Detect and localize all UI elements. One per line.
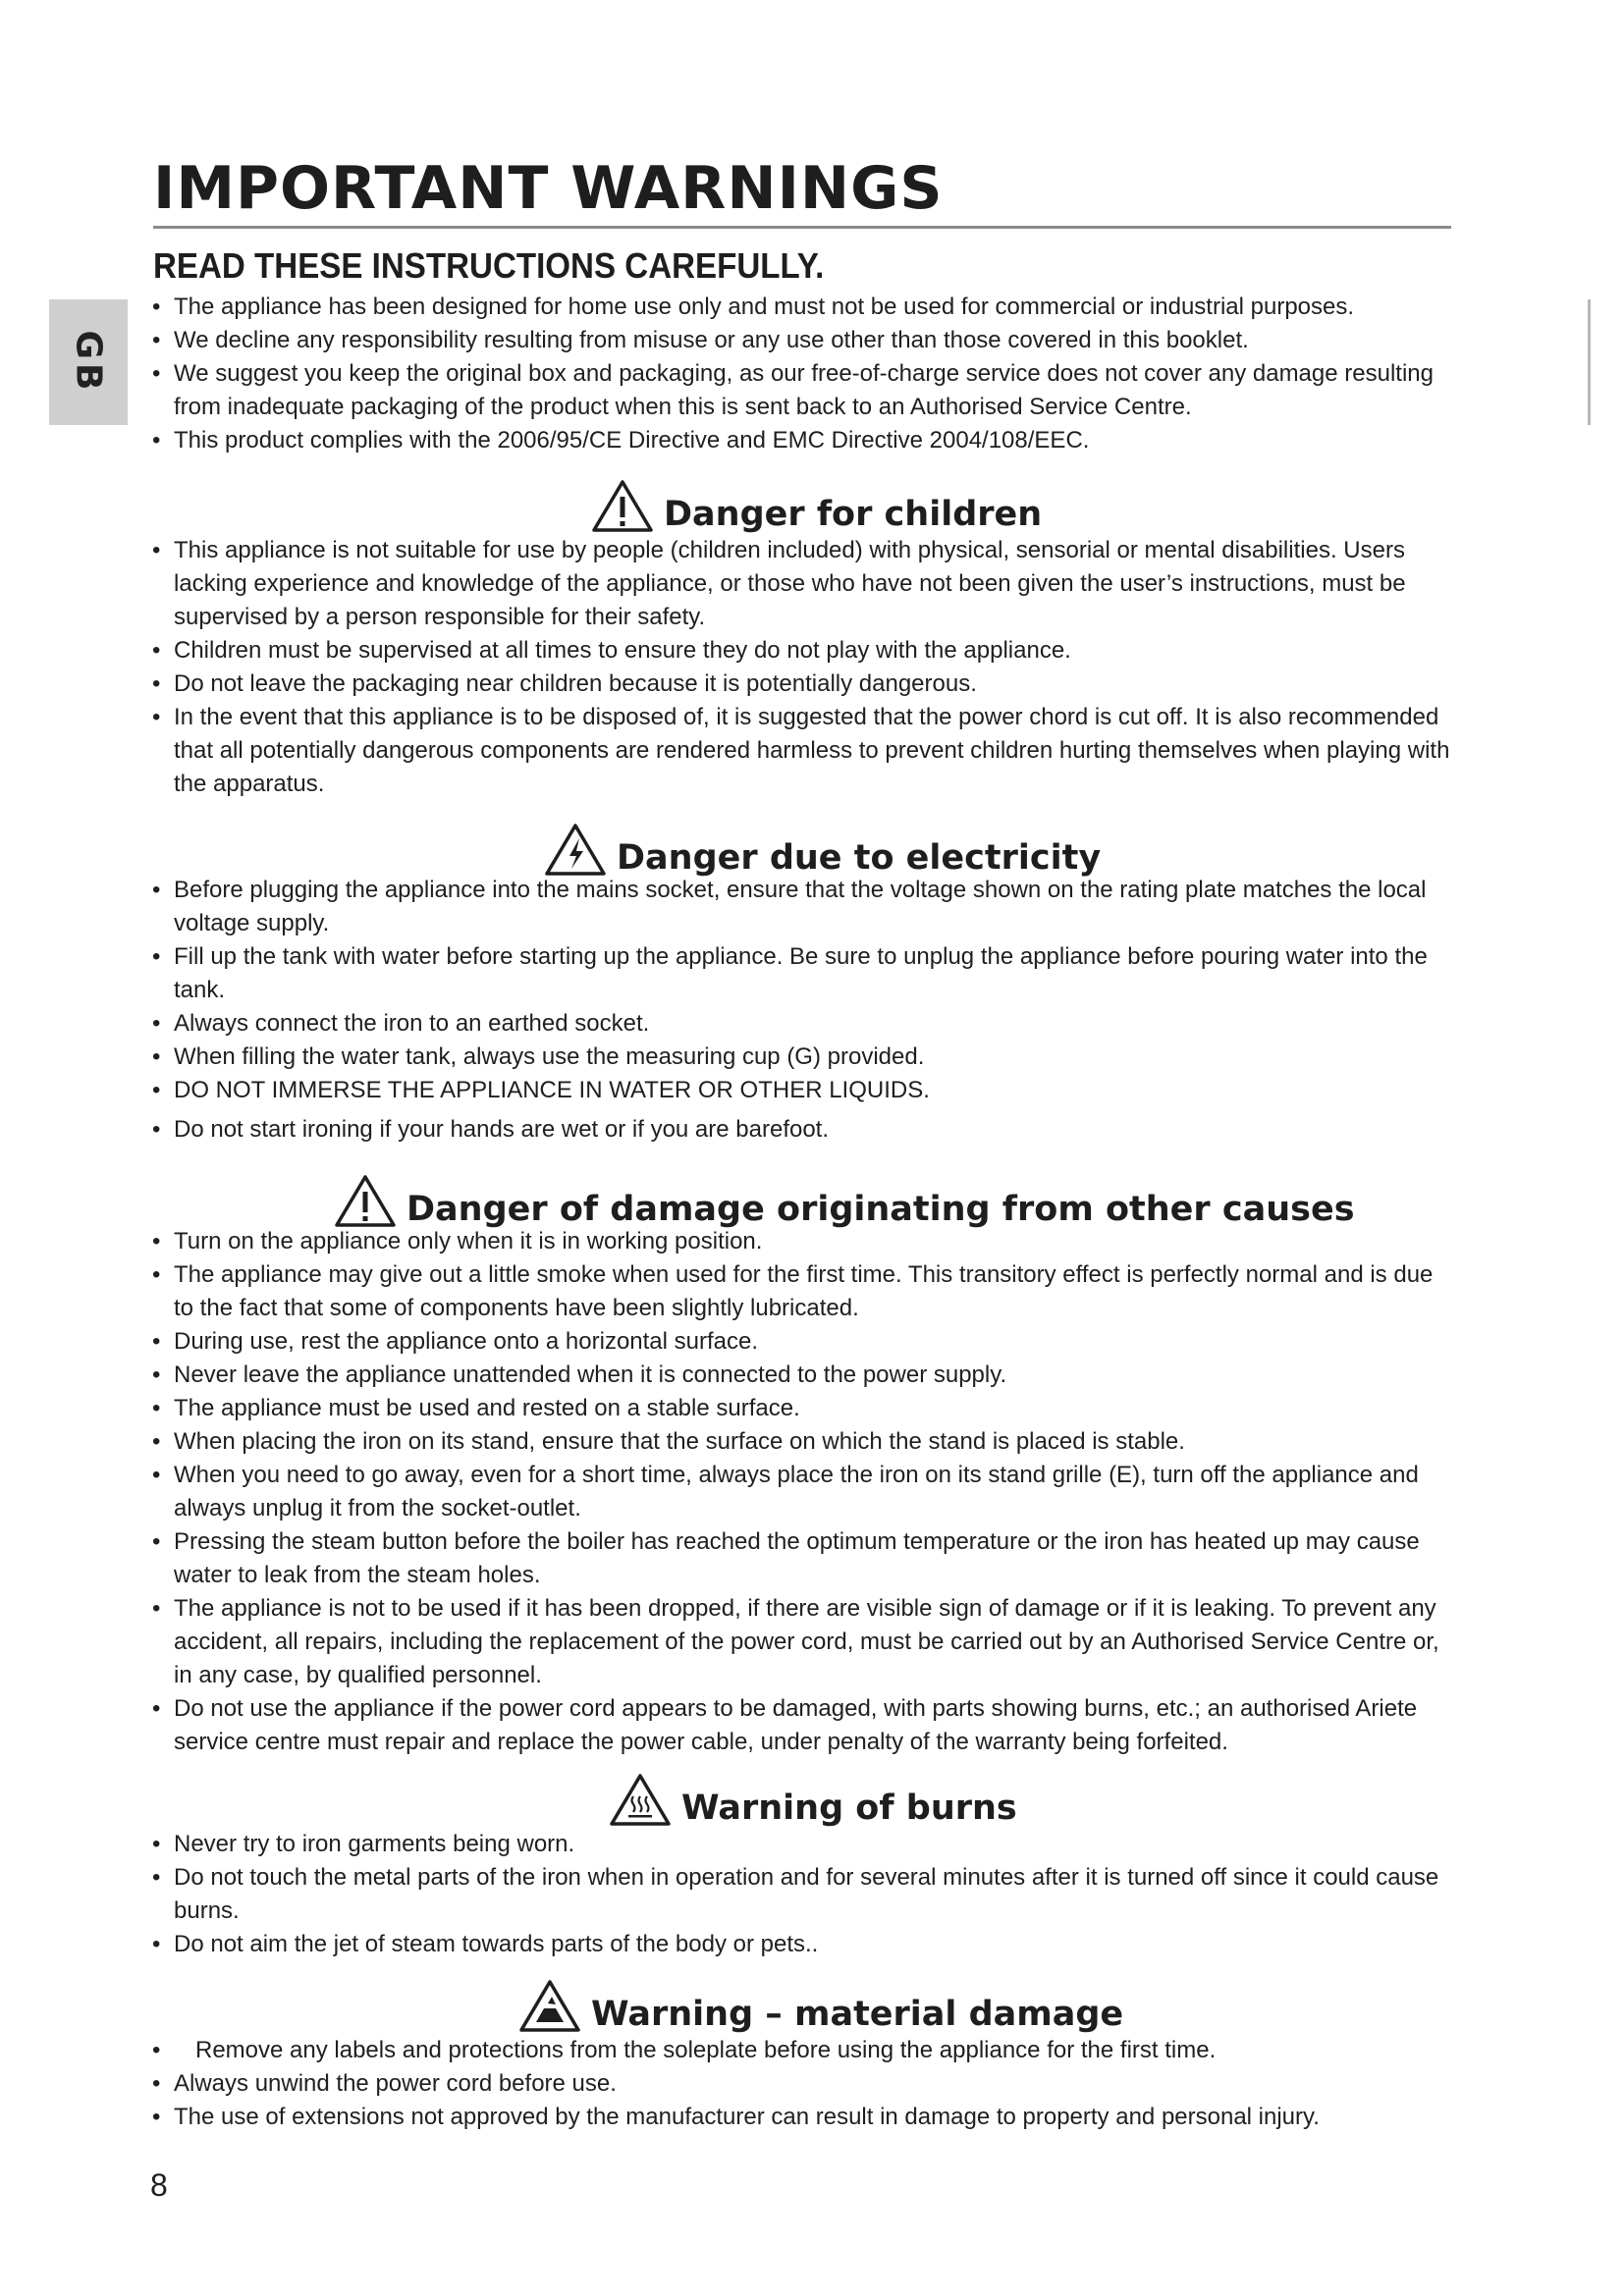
list-item: • Always unwind the power cord before use. xyxy=(148,2067,1454,2101)
list-item: • Do not leave the packaging near children because it is potentially dangerous. xyxy=(148,667,1454,701)
list-item: • The use of extensions not approved by the manufacturer can result in damage to property and personal injury. xyxy=(148,2101,1454,2134)
warning-icon xyxy=(334,1174,397,1229)
list-item: • When placing the iron on its stand, ensure that the surface on which the stand is placed is stable. xyxy=(148,1425,1454,1459)
list-item: • The appliance may give out a little smoke when used for the first time. This transitory effect is perfectly normal and is due to the fact that some of components have been slightly lubricated. xyxy=(148,1258,1454,1325)
hot-surface-warning-icon xyxy=(609,1773,672,1828)
list-item: • Turn on the appliance only when it is in working position. xyxy=(148,1225,1454,1258)
subtitle: READ THESE INSTRUCTIONS CAREFULLY. xyxy=(153,245,825,286)
list-item: • Do not aim the jet of steam towards parts of the body or pets.. xyxy=(148,1928,1454,1961)
electricity-warning-icon xyxy=(544,823,607,878)
section-title: Warning of burns xyxy=(681,1789,1017,1828)
section-title: Warning – material damage xyxy=(591,1995,1124,2034)
page-edge-mark xyxy=(1588,299,1591,425)
list-item: • Do not start ironing if your hands are wet or if you are barefoot. xyxy=(148,1113,1454,1147)
intro-list xyxy=(148,291,1454,457)
language-tab-label: GB xyxy=(68,330,109,395)
section-heading-other-causes xyxy=(334,1166,1355,1229)
list-item: • The appliance has been designed for home use only and must not be used for commercial or industrial purposes. xyxy=(148,291,1454,324)
list-item: • In the event that this appliance is to be disposed of, it is suggested that the power chord is cut off. It is also recommended that all potentially dangerous components are rendered harmless to prevent children hurting themselves when playing with the apparatus. xyxy=(148,701,1454,801)
list-item: • Remove any labels and protections from the soleplate before using the appliance for the first time. xyxy=(148,2034,1454,2067)
list-item: • Never try to iron garments being worn. xyxy=(148,1828,1454,1861)
other-causes-list xyxy=(148,1225,1454,1759)
electricity-list xyxy=(148,874,1454,1147)
list-item: • The appliance must be used and rested on a stable surface. xyxy=(148,1392,1454,1425)
list-item: • DO NOT IMMERSE THE APPLIANCE IN WATER OR OTHER LIQUIDS. xyxy=(148,1074,1454,1107)
section-heading-electricity xyxy=(544,815,1101,878)
list-item: • When filling the water tank, always use the measuring cup (G) provided. xyxy=(148,1041,1454,1074)
list-item: • We suggest you keep the original box and packaging, as our free-of-charge service does not cover any damage resulting from inadequate packaging of the product when this is sent back to an Authorised Service Centre. xyxy=(148,357,1454,424)
title-rule xyxy=(153,226,1451,229)
list-item: • The appliance is not to be used if it has been dropped, if there are visible sign of damage or if it is leaking. To prevent any accident, all repairs, including the replacement of the power cord, must be carried out by an Authorised Service Centre or, in any case, by qualified personnel. xyxy=(148,1592,1454,1692)
list-item: • When you need to go away, even for a short time, always place the iron on its stand grille (E), turn off the appliance and always unplug it from the socket-outlet. xyxy=(148,1459,1454,1525)
list-item: • Always connect the iron to an earthed socket. xyxy=(148,1007,1454,1041)
list-item: • Never leave the appliance unattended when it is connected to the power supply. xyxy=(148,1359,1454,1392)
warning-icon xyxy=(591,479,654,534)
page-number: 8 xyxy=(150,2167,168,2203)
list-item: • Pressing the steam button before the boiler has reached the optimum temperature or the iron has heated up may cause water to leak from the steam holes. xyxy=(148,1525,1454,1592)
language-tab xyxy=(49,299,128,425)
list-item: • This appliance is not suitable for use by people (children included) with physical, sensorial or mental disabilities. Users lacking experience and knowledge of the appliance, or those who have not been given the user’s instructions, must be supervised by a person responsible for their safety. xyxy=(148,534,1454,634)
section-heading-burns xyxy=(609,1765,1017,1828)
list-item: • We decline any responsibility resulting from misuse or any use other than those covered in this booklet. xyxy=(148,324,1454,357)
list-item: • This product complies with the 2006/95/CE Directive and EMC Directive 2004/108/EEC. xyxy=(148,424,1454,457)
list-item: • Children must be supervised at all times to ensure they do not play with the appliance. xyxy=(148,634,1454,667)
list-item: • During use, rest the appliance onto a horizontal surface. xyxy=(148,1325,1454,1359)
list-item: • Before plugging the appliance into the mains socket, ensure that the voltage shown on the rating plate matches the local voltage supply. xyxy=(148,874,1454,940)
list-item: • Fill up the tank with water before starting up the appliance. Be sure to unplug the appliance before pouring water into the tank. xyxy=(148,940,1454,1007)
material-damage-warning-icon xyxy=(518,1979,581,2034)
children-list xyxy=(148,534,1454,801)
material-damage-list xyxy=(148,2034,1454,2134)
section-title: Danger due to electricity xyxy=(617,838,1102,878)
section-heading-children xyxy=(591,471,1042,534)
page-title: IMPORTANT WARNINGS xyxy=(153,154,944,223)
section-heading-material-damage xyxy=(518,1971,1123,2034)
list-item: • Do not use the appliance if the power cord appears to be damaged, with parts showing burns, etc.; an authorised Ariete service centre must repair and replace the power cable, under penalty of the warranty being forfeited. xyxy=(148,1692,1454,1759)
section-title: Danger for children xyxy=(664,495,1043,534)
burns-list xyxy=(148,1828,1454,1961)
list-item: • Do not touch the metal parts of the iron when in operation and for several minutes after it is turned off since it could cause burns. xyxy=(148,1861,1454,1928)
section-title: Danger of damage originating from other causes xyxy=(406,1190,1355,1229)
